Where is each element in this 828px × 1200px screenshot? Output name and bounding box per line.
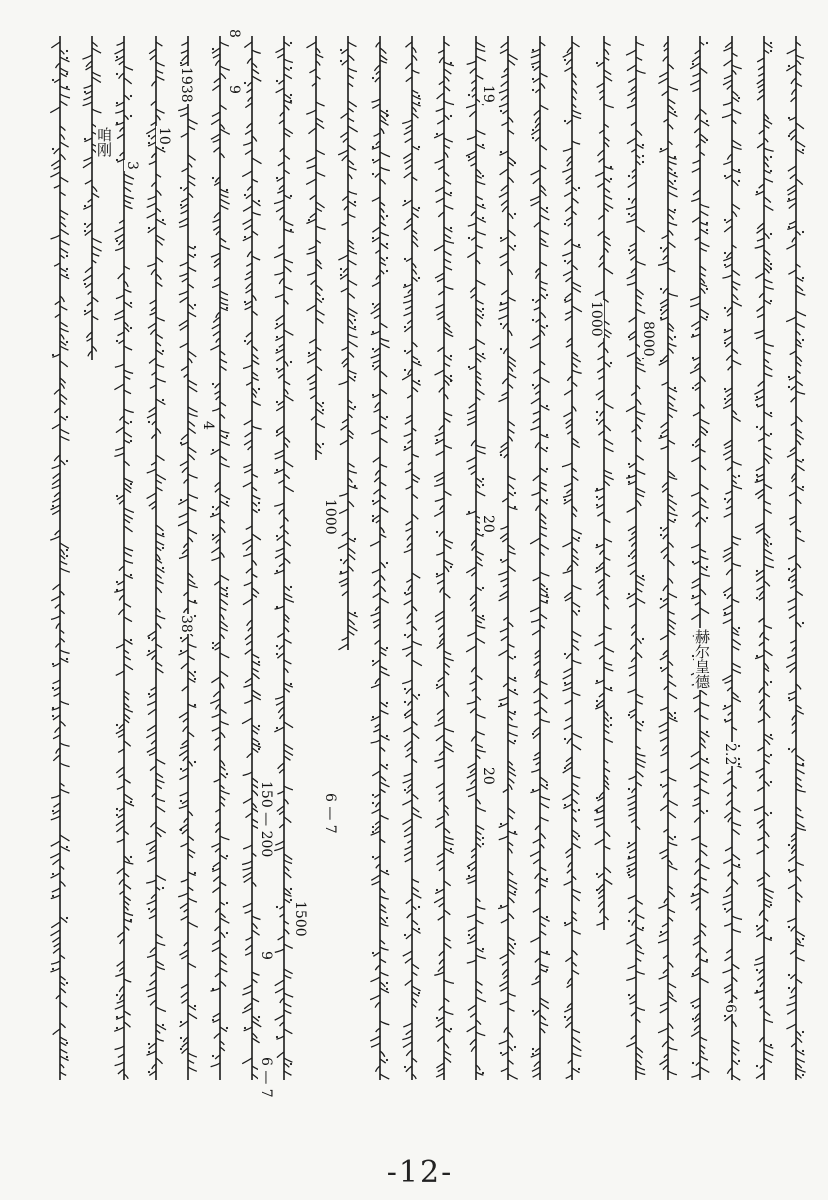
text-column	[496, 30, 520, 1090]
text-column	[240, 30, 264, 1090]
inline-number: 1938	[178, 67, 194, 103]
inline-name-zangang: 咱刚	[95, 127, 113, 157]
inline-number: 9	[226, 85, 242, 94]
text-column	[400, 30, 424, 1090]
inline-number: 8	[226, 29, 242, 38]
inline-number: 150 — 200	[258, 781, 274, 858]
mongolian-text-body	[48, 30, 808, 1090]
text-column	[144, 30, 168, 1090]
inline-number: 2.2	[722, 743, 738, 766]
inline-number: 3	[124, 161, 140, 170]
text-column	[464, 30, 488, 1090]
text-column	[528, 30, 552, 1090]
text-column	[624, 30, 648, 1090]
page-number: -12-	[386, 1155, 454, 1190]
text-column	[208, 30, 232, 1090]
text-column	[80, 30, 104, 1090]
inline-number: 6 — 7	[258, 1057, 274, 1098]
text-column	[368, 30, 392, 1090]
inline-number: 19	[480, 85, 496, 103]
inline-number: 6	[722, 1004, 738, 1013]
text-column	[656, 30, 680, 1090]
text-column	[784, 30, 808, 1090]
inline-name-herhuangde: 赫尔皇德	[693, 629, 711, 689]
text-column	[336, 30, 360, 1090]
inline-number: 38	[178, 615, 194, 633]
text-column	[592, 30, 616, 1090]
inline-number: 1000	[322, 499, 338, 535]
inline-number: 4	[200, 421, 216, 430]
inline-number: 8000	[640, 321, 656, 357]
text-column	[752, 30, 776, 1090]
text-column	[112, 30, 136, 1090]
inline-number: 9	[258, 951, 274, 960]
inline-number: 20	[480, 767, 496, 785]
inline-number: 6 — 7	[322, 793, 338, 834]
text-column	[432, 30, 456, 1090]
inline-number: 1500	[292, 901, 308, 937]
text-column	[688, 30, 712, 1090]
text-column	[176, 30, 200, 1090]
text-column	[560, 30, 584, 1090]
inline-number: 20	[480, 515, 496, 533]
inline-number: 10	[156, 127, 172, 145]
text-column	[48, 30, 72, 1090]
text-column	[720, 30, 744, 1090]
inline-number: 1000	[588, 301, 604, 337]
